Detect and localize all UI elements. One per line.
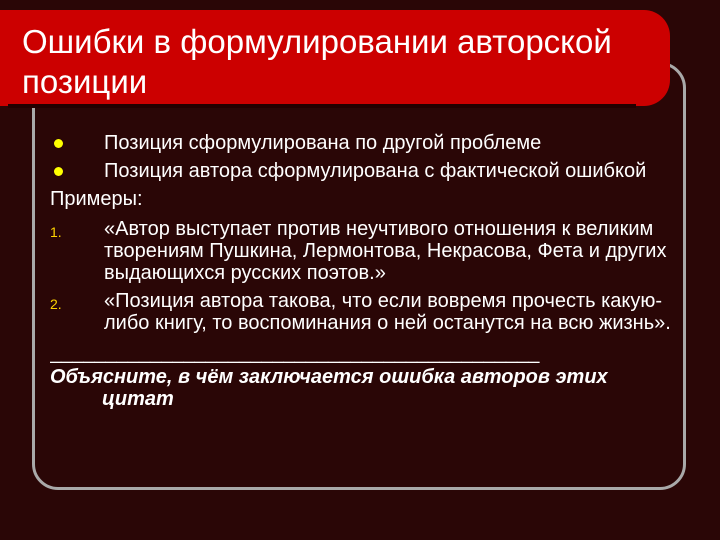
example-text: «Позиция автора такова, что если вовремя прочесть какую-либо книгу, то воспоминания о ней останутся на всю жизнь».: [104, 290, 671, 334]
title-underline: [8, 104, 636, 108]
question-text: Объясните, в чём заключается ошибка авторов этих цитат: [50, 366, 608, 410]
slide-content: [50, 132, 680, 410]
examples-label: Примеры:: [50, 188, 143, 210]
example-text: «Автор выступает против неучтивого отношения к великим творениям Пушкина, Лермонтова, Некрасова, Фета и других выдающихся русских поэтов.»: [104, 218, 667, 284]
example-number: 1.: [50, 224, 62, 240]
bullet-item: [50, 132, 680, 154]
bullet-text: Позиция автора сформулирована с фактической ошибкой: [104, 160, 647, 182]
bullet-item: [50, 160, 680, 182]
bullet-text: Позиция сформулирована по другой проблеме: [104, 132, 542, 154]
example-number: 2.: [50, 296, 62, 312]
example-item: [50, 218, 680, 284]
slide-title: Ошибки в формулировании авторской позиции: [22, 23, 612, 100]
bullet-dot-icon: [54, 167, 63, 176]
example-item: [50, 290, 680, 334]
separator-line: ____________________________________________: [50, 342, 540, 364]
bullet-dot-icon: [54, 139, 63, 148]
